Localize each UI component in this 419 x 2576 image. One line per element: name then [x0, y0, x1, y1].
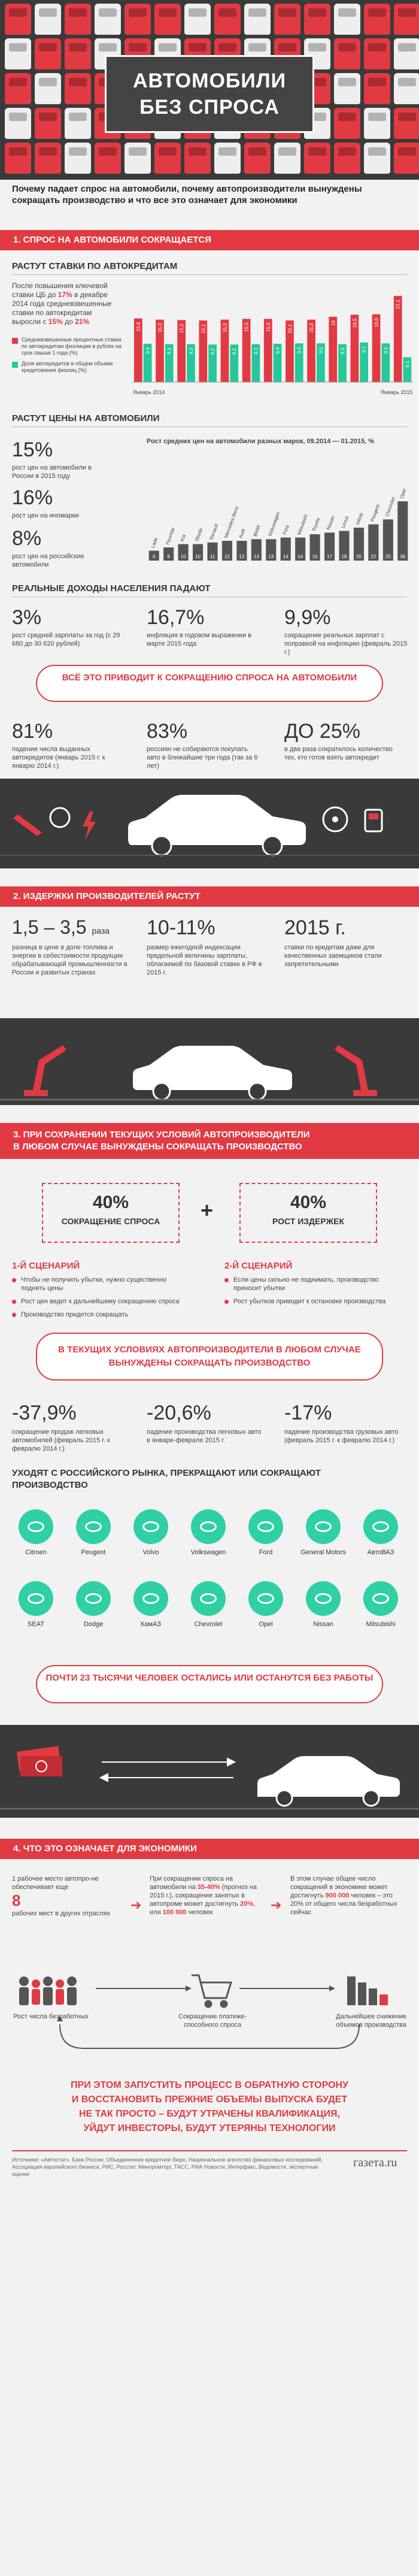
- credit-bar-value-label: 21,1: [395, 299, 401, 309]
- brand-logo-icon: [76, 1581, 111, 1616]
- money-car-band: [0, 1725, 419, 1818]
- cycle-label-1: Рост числа безработных: [13, 2013, 89, 2020]
- car-top-icon: [65, 73, 91, 104]
- brand-logo-icon: [306, 1581, 341, 1616]
- brand-emblem-icon: [142, 1593, 159, 1604]
- car-top-icon: [394, 108, 419, 139]
- scenario-item: [224, 1276, 404, 1292]
- people-group-icon: [19, 1976, 77, 2005]
- costs-box-value: 40%: [290, 1192, 327, 1212]
- price-bar-value-label: 20: [356, 554, 362, 559]
- costs-stat1: [12, 916, 110, 939]
- price-bar-value-label: 6: [152, 554, 156, 559]
- costs-stat2-text: размер ежегодной индексации предельной величины зарплаты, облагаемой по базовой ставке в РФ в 2015 г.: [147, 944, 262, 976]
- car-top-icon: [5, 143, 31, 174]
- costs-stat1-text: разница в цене в доле топлива и энергии в себестоимости продукции обрабатывающей промышленности в России и развитых странах: [12, 944, 127, 976]
- credit-rate-bar: [329, 317, 337, 382]
- demand-box-value: 40%: [92, 1192, 129, 1212]
- scenario-item: [12, 1276, 192, 1292]
- gazeta-logo: газета.ru: [353, 2156, 397, 2169]
- car-top-icon: [394, 4, 419, 35]
- car-top-icon: [244, 4, 271, 35]
- footer-divider: [12, 2150, 407, 2151]
- result-stat2-text: россиян не собираются покупать авто в ближайшие три года (так за 6 лет): [147, 746, 258, 770]
- car-top-icon: [5, 73, 31, 104]
- credit-rule: [12, 274, 407, 275]
- credit-title: РАСТУТ СТАВКИ ПО АВТОКРЕДИТАМ: [12, 261, 178, 271]
- brand-name: Ford: [259, 1549, 273, 1556]
- credit-bar-value-label: 15,5: [265, 322, 271, 332]
- price-bar-value-label: 17: [327, 554, 333, 559]
- scenario-item-text: Рост убытков приводит к остановке производства: [233, 1298, 386, 1305]
- unemployment-pill: [36, 1665, 383, 1703]
- cycle-label-2: Сокращение платеже- способного спроса: [178, 2013, 247, 2029]
- brand-logo-icon: [76, 1509, 111, 1544]
- price-bar-category-label: Infiniti: [354, 511, 365, 526]
- car-top-icon: [394, 143, 419, 174]
- brand-logo-icon: [19, 1509, 53, 1544]
- income-stat3-text: сокращение реальных зарплат с поправкой на инфляцию (февраль 2015 г.): [284, 632, 408, 656]
- car-top-icon: [5, 108, 31, 139]
- car-top-icon: [334, 108, 360, 139]
- brand-logo-icon: [248, 1581, 283, 1616]
- car-top-icon: [35, 38, 61, 69]
- prices-rule: [12, 426, 407, 427]
- demand-box: [42, 1183, 180, 1243]
- costs-stat2-value: 10-11%: [147, 916, 215, 939]
- final-statement: [12, 2078, 407, 2136]
- credit-bar-value-label: 15,3: [309, 323, 315, 333]
- demand-decrease-pill-text: ВСЁ ЭТО ПРИВОДИТ К СОКРАЩЕНИЮ СПРОСА НА АВТОМОБИЛИ: [62, 673, 357, 683]
- credit-bar-value-label: 9,3: [166, 347, 172, 355]
- income-title: РЕАЛЬНЫЕ ДОХОДЫ НАСЕЛЕНИЯ ПАДАЮТ: [12, 583, 211, 594]
- income-stat2-value: 16,7%: [147, 606, 205, 629]
- car-top-icon: [154, 4, 181, 35]
- section1-header-text: 1. СПРОС НА АВТОМОБИЛИ СОКРАЩАЕТСЯ: [13, 235, 212, 245]
- page-bottom: [0, 2192, 419, 2576]
- credit-bar-value-label: 9,4: [275, 347, 281, 355]
- section4-header: [0, 1839, 419, 1859]
- price-bar-category-label: Volkswagen: [267, 511, 281, 537]
- brand-logo-icon: [191, 1581, 226, 1616]
- sales-stat1-value: -37,9%: [12, 1401, 77, 1424]
- brand-name: КамАЗ: [141, 1621, 161, 1628]
- price-bar-value-label: 8: [167, 554, 170, 559]
- brand-name: Volvo: [142, 1549, 159, 1556]
- price-bar-category-label: Lada: [150, 537, 159, 549]
- brand-emblem-icon: [200, 1521, 217, 1532]
- price-bar-category-label: BMW: [252, 524, 262, 537]
- price-bar-value-label: 10: [180, 554, 186, 559]
- prices-stat3-value: 8%: [12, 527, 42, 550]
- credit-bar-value-label: 15,3: [157, 323, 163, 333]
- credit-bar-value-label: 15,1: [201, 324, 207, 334]
- car-top-icon: [65, 143, 91, 174]
- scenario-item: [224, 1297, 404, 1306]
- section2-header: [0, 886, 419, 907]
- credit-bar-value-label: 9,3: [188, 347, 194, 355]
- car-top-icon: [364, 4, 390, 35]
- car-top-icon: [364, 108, 390, 139]
- brand-emblem-icon: [200, 1593, 217, 1604]
- wrench-icon: [13, 815, 42, 836]
- sales-stat2-text: падение производства легковых авто в январе-феврале 2015 г.: [147, 1428, 262, 1444]
- credit-bar-value-label: 9,2: [210, 348, 216, 355]
- brand-logo-icon: [19, 1581, 53, 1616]
- price-bar-value-label: 12: [239, 554, 245, 559]
- money-car-illustration: [0, 1725, 419, 1818]
- car-top-icon: [244, 143, 271, 174]
- demand-decrease-pill: [36, 665, 383, 702]
- car-top-icon: [334, 4, 360, 35]
- car-top-icon: [334, 73, 360, 104]
- credit-rate-chart: [132, 281, 413, 389]
- car-top-icon: [184, 4, 211, 35]
- declining-bars-icon: [347, 1976, 388, 2005]
- credit-bar-value-label: 15,6: [135, 322, 141, 332]
- robot-arm-icon-right: [335, 1045, 377, 1096]
- credit-bar-value-label: 9,3: [253, 347, 259, 355]
- shopping-cart-icon: [192, 1975, 231, 2007]
- brand-emblem-icon: [28, 1593, 44, 1604]
- unemployment-pill-text: ПОЧТИ 23 ТЫСЯЧИ ЧЕЛОВЕК ОСТАЛИСЬ ИЛИ ОСТАНУТСЯ БЕЗ РАБОТЫ: [45, 1673, 374, 1683]
- price-bar-category-label: Audi: [238, 528, 247, 539]
- price-bar-value-label: 22: [371, 554, 377, 559]
- car-side-icon: [257, 1756, 400, 1806]
- brand-logo-icon: [133, 1581, 168, 1616]
- income-stat3-value: 9,9%: [284, 606, 331, 629]
- bullet-icon: [12, 1313, 16, 1317]
- sources-text: Источники: «Автостат», Банк России, Объединенное кредитное бюро, Национальное агентство финансовых исследований, Ассоциация европейского бизнеса, РИС, Росстат, Минпромторг, ТАСС, РИА Новости, Интерфакс, Ведомости, экспертные оценки: [12, 2157, 323, 2177]
- brands-title: УХОДЯТ С РОССИЙСКОГО РЫНКА, ПРЕКРАЩАЮТ ИЛИ СОКРАЩАЮТ ПРОИЗВОДСТВО: [12, 1468, 321, 1490]
- price-bar-category-label: Chevrolet: [384, 496, 396, 517]
- car-top-icon: [364, 38, 390, 69]
- credit-bar-value-label: 16,5: [352, 318, 358, 328]
- car-top-icon: [394, 38, 419, 69]
- fuel-can-icon: [365, 810, 382, 831]
- car-icons-band: [0, 779, 419, 868]
- intro-text: Почему падает спрос на автомобили, почему автопроизводители вынуждены сокращать производство и что все это означает для экономики: [12, 184, 362, 205]
- brand-name: Citroen: [25, 1549, 47, 1556]
- brand-logo-icon: [133, 1509, 168, 1544]
- section2-header-text: 2. ИЗДЕРЖКИ ПРОИЗВОДИТЕЛЕЙ РАСТУТ: [13, 891, 201, 901]
- section3-header-line1: 3. ПРИ СОХРАНЕНИИ ТЕКУЩИХ УСЛОВИЙ АВТОПРОИЗВОДИТЕЛИ: [13, 1130, 310, 1140]
- section4-header-text: 4. ЧТО ЭТО ОЗНАЧАЕТ ДЛЯ ЭКОНОМИКИ: [13, 1844, 197, 1854]
- income-stat2-text: инфляция в годовом выражении в марте 2015 года: [147, 632, 252, 647]
- lightning-icon: [83, 812, 96, 840]
- brand-name: Peugeot: [81, 1549, 106, 1556]
- credit-bar-value-label: 16,6: [374, 317, 379, 328]
- car-top-icon: [154, 143, 181, 174]
- brand-name: Nissan: [313, 1621, 333, 1628]
- price-bar-category-label: Nissan: [325, 514, 336, 531]
- car-icons-illustration: [0, 779, 419, 868]
- price-growth-bar: [397, 501, 408, 561]
- brand-name: Mitsubishi: [366, 1621, 396, 1628]
- costs-stat1-value: 1,5 – 3,5: [12, 916, 87, 938]
- car-top-icon: [35, 143, 61, 174]
- price-bar-category-label: Ford: [281, 524, 290, 536]
- section1-header: [0, 230, 419, 250]
- brand-emblem-icon: [85, 1521, 102, 1532]
- banknote-stack-icon: [17, 1746, 62, 1776]
- car-top-icon: [274, 4, 300, 35]
- scenario1-title: 1-Й СЦЕНАРИЙ: [12, 1261, 80, 1271]
- credit-bar-value-label: 9,5: [383, 347, 389, 354]
- car-top-icon: [184, 143, 211, 174]
- factory-band: [0, 1018, 419, 1105]
- final-line2: И ВОССТАНОВИТЬ ПРЕЖНИЕ ОБЪЕМЫ ВЫПУСКА БУДЕТ: [71, 2094, 348, 2105]
- car-top-icon: [125, 4, 151, 35]
- brand-emblem-icon: [142, 1521, 159, 1532]
- sales-stat3-value: -17%: [284, 1401, 332, 1424]
- price-bar-category-label: Mercedes-Benz: [223, 505, 240, 539]
- bullet-icon: [12, 1300, 16, 1304]
- sales-stat1-text: сокращение продаж легковых автомобилей (февраль 2015 г. к февралю 2014 г.): [12, 1428, 110, 1452]
- brand-logo-icon: [363, 1581, 398, 1616]
- car-pattern-row: [5, 4, 419, 35]
- brand-logo-icon: [306, 1509, 341, 1544]
- brand-name: Opel: [259, 1621, 273, 1628]
- brand-emblem-icon: [315, 1593, 332, 1604]
- credit-bar-value-label: 9,5: [296, 347, 302, 354]
- price-bar-category-label: Peugeot: [369, 504, 381, 523]
- bullet-icon: [224, 1300, 229, 1304]
- credit-bar-value-label: 15,5: [244, 322, 250, 332]
- hero-banner: [0, 0, 419, 180]
- price-bar-category-label: Opel: [399, 488, 408, 500]
- income-stat1-text: рост средней зарплаты за год (с 29 680 до 30 620 рублей): [12, 632, 120, 647]
- prices-stat2-value: 16%: [12, 486, 53, 509]
- section3-header: [0, 1123, 419, 1159]
- costs-stat3-text: ставки по кредитам даже для качественных заемщиков стали запретительными: [284, 944, 382, 968]
- scenario-item-text: Производство придется сокращать: [21, 1311, 129, 1318]
- income-stat1-value: 3%: [12, 606, 42, 629]
- brand-emblem-icon: [372, 1593, 389, 1604]
- final-line1: ПРИ ЭТОМ ЗАПУСТИТЬ ПРОЦЕСС В ОБРАТНУЮ СТОРОНУ: [71, 2080, 348, 2090]
- scenario-item: [12, 1310, 192, 1319]
- car-pattern-row: [5, 143, 419, 174]
- price-bar-category-label: Skoda: [193, 527, 204, 543]
- credit-bar-value-label: 15,2: [179, 323, 185, 333]
- credit-bar-value-label: 9,3: [339, 347, 345, 355]
- brand-name: АвтоВАЗ: [367, 1549, 394, 1556]
- brand-emblem-icon: [257, 1521, 274, 1532]
- arrow-right-icon-1: ➔: [130, 1897, 142, 1912]
- brand-logo-icon: [363, 1509, 398, 1544]
- credit-bar-value-label: 9,7: [362, 346, 368, 353]
- credit-bar-value-label: 15,3: [222, 323, 228, 333]
- brand-name: General Motors: [300, 1549, 346, 1556]
- car-top-icon: [5, 4, 31, 35]
- brand-emblem-icon: [85, 1593, 102, 1604]
- price-bar-value-label: 13: [253, 554, 259, 559]
- price-bar-value-label: 18: [341, 554, 347, 559]
- car-top-icon: [5, 38, 31, 69]
- production-cut-pill: [36, 1333, 383, 1381]
- scenario-item-text: Рост цен ведет к дальнейшему сокращению спроса: [21, 1298, 180, 1305]
- car-top-icon: [35, 4, 61, 35]
- price-bar-value-label: 12: [224, 554, 230, 559]
- legend-red-swatch: [12, 338, 18, 344]
- car-silhouette-icon: [132, 1046, 292, 1100]
- result-stat3-value: ДО 25%: [284, 720, 360, 743]
- car-top-icon: [95, 143, 121, 174]
- car-top-icon: [35, 108, 61, 139]
- scenario-item-text: Если цены сильно не поднимать, производство приносит убытки: [233, 1276, 379, 1292]
- car-top-icon: [304, 143, 330, 174]
- price-bar-value-label: 10: [195, 554, 201, 559]
- brand-name: SEAT: [28, 1621, 44, 1628]
- price-growth-chart: [147, 448, 410, 568]
- brand-name: Dodge: [83, 1621, 104, 1628]
- hero-title-line1: АВТОМОБИЛИ: [132, 69, 287, 92]
- result-stat2-value: 83%: [147, 720, 188, 743]
- car-top-icon: [364, 73, 390, 104]
- brand-name: Volkswagen: [190, 1549, 226, 1556]
- section3-header-line2: В ЛЮБОМ СЛУЧАЕ ВЫНУЖДЕНЫ СОКРАЩАТЬ ПРОИЗВОДСТВО: [13, 1142, 302, 1152]
- credit-bar-value-label: 15,1: [287, 324, 293, 334]
- car-top-icon: [125, 143, 151, 174]
- result-stat1-value: 81%: [12, 720, 53, 743]
- final-line3: НЕ ТАК ПРОСТО – БУДУТ УТРАЧЕНЫ КВАЛИФИКАЦИЯ,: [79, 2109, 340, 2119]
- car-top-icon: [65, 38, 91, 69]
- arrow-right-icon-2: ➔: [271, 1897, 282, 1912]
- car-top-icon: [334, 143, 360, 174]
- car-top-icon: [65, 4, 91, 35]
- scenario2-list: [224, 1276, 404, 1310]
- brand-emblem-icon: [28, 1521, 44, 1532]
- car-top-icon: [334, 38, 360, 69]
- brand-logo-icon: [191, 1509, 226, 1544]
- price-bar-value-label: 36: [400, 554, 406, 559]
- price-bar-category-label: Toyota: [311, 517, 321, 532]
- prices-stat1-value: 15%: [12, 438, 53, 461]
- car-outline-icon: [129, 795, 305, 855]
- car-top-icon: [65, 108, 91, 139]
- factory-illustration: [0, 1018, 419, 1105]
- costs-box-label: РОСТ ИЗДЕРЖЕК: [272, 1216, 345, 1226]
- credit-bar-value-label: 16: [330, 320, 336, 326]
- price-bar-value-label: 11: [210, 554, 215, 559]
- brand-name: Chevrolet: [194, 1621, 223, 1628]
- car-top-icon: [364, 143, 390, 174]
- price-bar-value-label: 25: [385, 554, 391, 559]
- economy-col2: При сокращении спроса на автомобили на 35-40% (прогноз на 2015 г.), сокращение занятых в автопроме может достигнуть 20%, или 100 000 человек: [150, 1875, 257, 1916]
- price-bar-value-label: 13: [268, 554, 274, 559]
- prices-stat1-text: рост цен на автомобили в России в 2015 году: [12, 464, 92, 480]
- legend-red-label: Средневзвешенные процентные ставки по автокредитам физлицам в рублях на срок свыше 1 года (%): [22, 337, 122, 356]
- scenario-item: [12, 1297, 192, 1306]
- car-top-icon: [214, 4, 241, 35]
- car-top-icon: [274, 143, 300, 174]
- price-bar-category-label: Kia: [179, 534, 187, 543]
- bullet-icon: [224, 1278, 229, 1282]
- robot-arm-icon: [24, 1045, 66, 1096]
- brand-emblem-icon: [315, 1521, 332, 1532]
- credit-description: После повышения ключевой ставки ЦБ до 17% в декабре 2014 года средневзвешенные ставки по автокредитам выросли с 15% до 21%: [12, 281, 112, 326]
- price-bar-value-label: 14: [283, 554, 289, 559]
- lightbulb-icon: [50, 808, 69, 827]
- costs-stat1-suffix: раза: [92, 926, 110, 936]
- prices-stat3-text: рост цен на российские автомобили: [12, 553, 84, 568]
- result-stat3-text: в два раза сократилось количество тех, кто готов взять автокредит: [284, 746, 393, 761]
- prices-stat2-text: рост цен на иномарки: [12, 512, 79, 519]
- credit-bar-value-label: 6,1: [405, 361, 411, 368]
- car-top-icon: [214, 143, 241, 174]
- hero-title-line2: БЕЗ СПРОСА: [139, 96, 280, 119]
- credit-x-start: Январь 2014: [133, 389, 165, 395]
- demand-box-label: СОКРАЩЕНИЕ СПРОСА: [61, 1216, 160, 1226]
- car-top-icon: [394, 73, 419, 104]
- scenario2-title: 2-Й СЦЕНАРИЙ: [224, 1261, 293, 1271]
- costs-stat3-value: 2015 г.: [284, 916, 346, 939]
- costs-box: [239, 1183, 377, 1243]
- price-bar-category-label: Hyundai: [165, 527, 176, 546]
- production-cut-pill-text: В ТЕКУЩИХ УСЛОВИЯХ АВТОПРОИЗВОДИТЕЛИ В ЛЮБОМ СЛУЧАЕ ВЫНУЖДЕНЫ СОКРАЩАТЬ ПРОИЗВОДСТВО: [58, 1345, 361, 1368]
- prices-title: РАСТУТ ЦЕНЫ НА АВТОМОБИЛИ: [12, 413, 160, 423]
- brand-emblem-icon: [257, 1593, 274, 1604]
- price-bar-category-label: Mitsubishi: [296, 513, 309, 536]
- prices-chart-title: Рост средних цен на автомобили разных марок, 09.2014 — 01.2015, %: [147, 438, 375, 445]
- plus-sign: +: [201, 1198, 214, 1222]
- credit-x-end: Январь 2015: [381, 389, 413, 395]
- price-bar-value-label: 14: [297, 554, 303, 559]
- credit-bar-value-label: 9,5: [318, 347, 324, 354]
- credit-bar-value-label: 9,2: [232, 348, 238, 355]
- result-stat1-text: падение числа выданных автокредитов (январь 2015 г. к январю 2014 г.): [12, 746, 105, 770]
- sales-stat2-value: -20,6%: [147, 1401, 211, 1424]
- price-bar-category-label: Renault: [208, 523, 220, 541]
- economy-col1: 1 рабочее место автопро-не обеспечивает еще 8 рабочих мест в других отраслях: [12, 1875, 111, 1917]
- car-top-icon: [35, 73, 61, 104]
- cycle-label-3: Дальнейшее снижение объемов производства: [336, 2013, 406, 2029]
- brand-emblem-icon: [372, 1521, 389, 1532]
- legend-green-label: Доля автокредитов в общем объеме кредитования физлиц (%): [22, 361, 113, 373]
- economy-col3: В этом случае общее число сокращений в экономике может достигнуть 900 000 человек – это 20% от общего числа безработных сейчас: [290, 1875, 397, 1916]
- legend-green-swatch: [12, 362, 18, 368]
- scenario-item-text: Чтобы не получить убытки, нужно существенно поднять цены: [21, 1276, 167, 1292]
- credit-bar-value-label: 9,4: [145, 347, 151, 355]
- sales-stat3-text: падение производства грузовых авто (февраль 2015 г. к февралю 2014 г.): [284, 1428, 399, 1444]
- price-bar-value-label: 16: [312, 554, 318, 559]
- price-bar-category-label: Lexus: [340, 515, 350, 529]
- brand-logo-icon: [248, 1509, 283, 1544]
- exchange-arrows-icon: [101, 1758, 235, 1781]
- hero-title-box: [105, 55, 314, 133]
- car-top-icon: [304, 4, 330, 35]
- scenario1-list: [12, 1276, 192, 1324]
- bullet-icon: [12, 1278, 16, 1282]
- final-line4: УЙДУТ ИНВЕСТОРЫ, БУДУТ УТЕРЯНЫ ТЕХНОЛОГИИ: [83, 2123, 336, 2133]
- car-top-icon: [95, 4, 121, 35]
